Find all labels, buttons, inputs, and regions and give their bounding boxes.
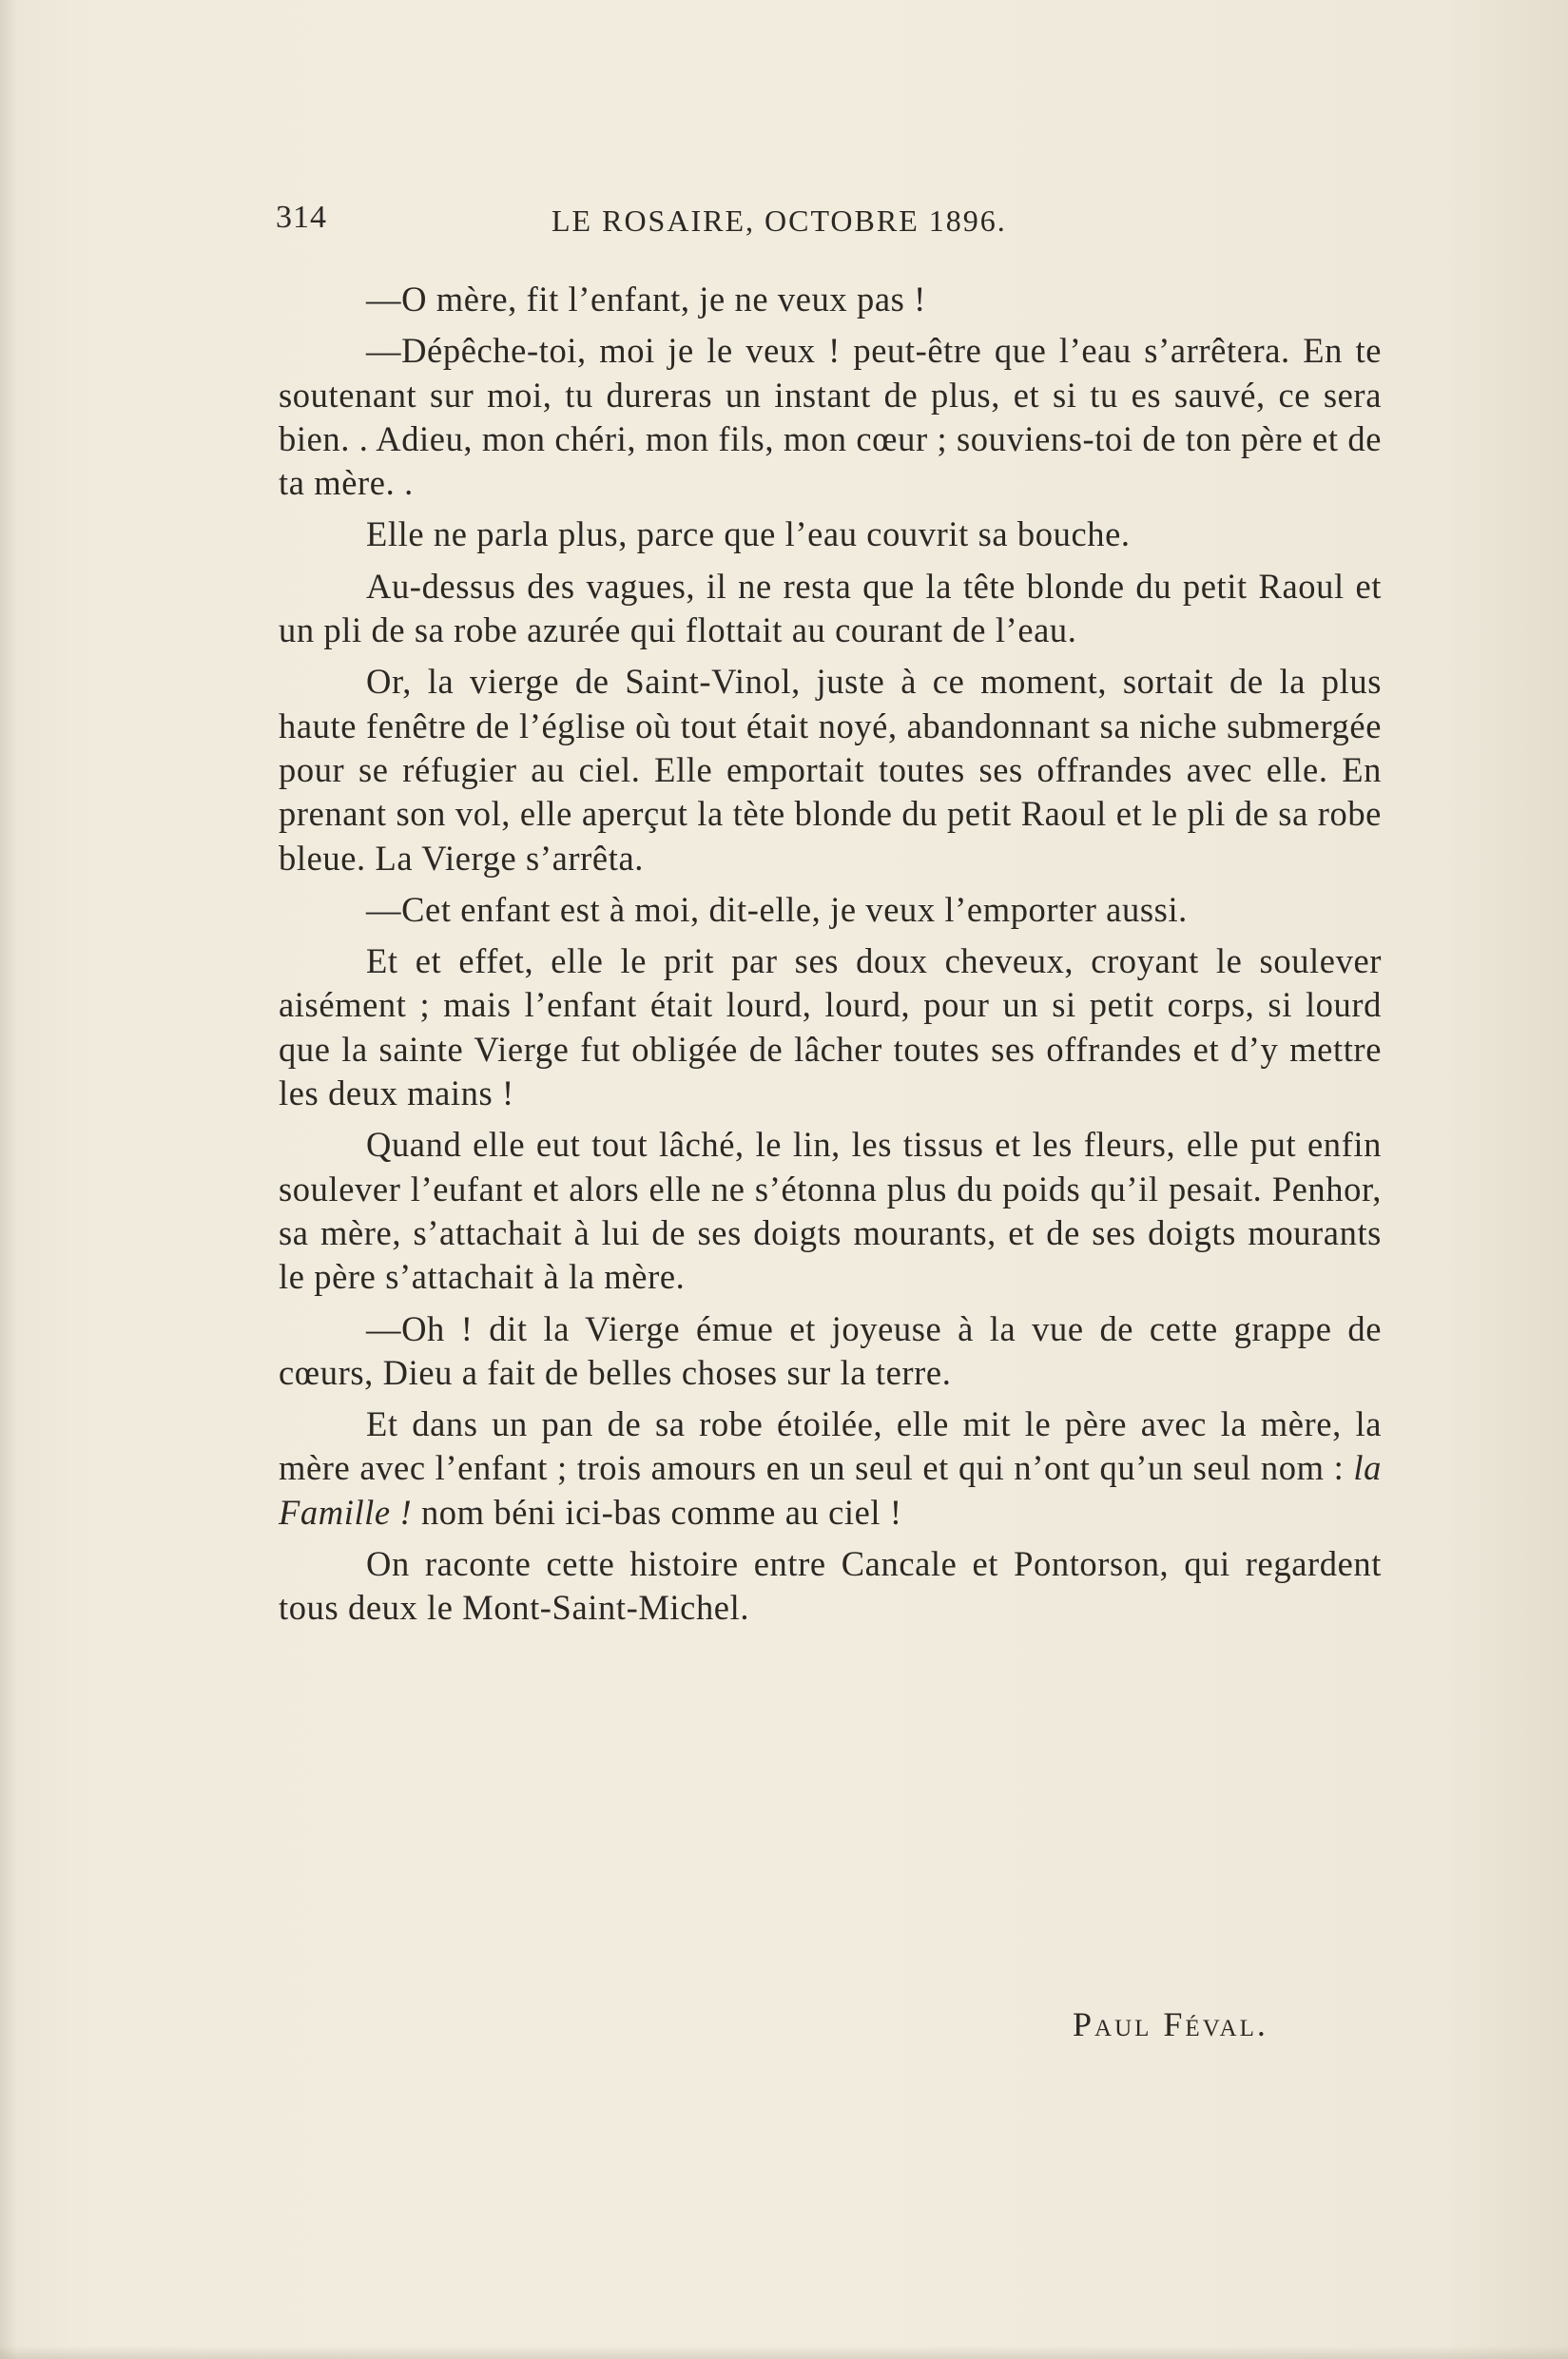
page-left-shadow <box>0 0 17 2359</box>
author-signature: Paul Féval. <box>1073 2005 1268 2043</box>
page-number: 314 <box>276 200 327 235</box>
paragraph: Quand elle eut tout lâché, le lin, les tissus et les fleurs, elle put enfin soulever l’eufant et alors elle ne s’étonna plus du poids qu’il pesait. Penhor, sa mère, s’attachait à lui de ses doigts mourants, et de ses doigts mourants le père s’attachait à la mère. <box>279 1125 1382 1297</box>
body-text <box>279 278 1382 1638</box>
paragraph: —Dépêche-toi, moi je le veux ! peut-être que l’eau s’arrêtera. En te soutenant sur moi, tu dureras un instant de plus, et si tu es sauvé, ce sera bien. . Adieu, mon chéri, mon fils, mon cœur ; souviens-toi de ton père et de ta mère. . <box>279 331 1382 503</box>
paragraph: Elle ne parla plus, parce que l’eau couvrit sa bouche. <box>366 514 1131 554</box>
paragraph: Et et effet, elle le prit par ses doux cheveux, croyant le soulever aisément ; mais l’enfant était lourd, lourd, pour un si petit corps, si lourd que la sainte Vierge fut obligée de lâcher toutes ses offrandes et d’y mettre les deux mains ! <box>279 941 1382 1113</box>
paragraph: —O mère, fit l’enfant, je ne veux pas ! <box>366 280 926 319</box>
page-bottom-edge <box>0 2346 1568 2359</box>
paragraph: —Oh ! dit la Vierge émue et joyeuse à la vue de cette grappe de cœurs, Dieu a fait de belles choses sur la terre. <box>279 1308 1382 1392</box>
running-head-title: LE ROSAIRE, OCTOBRE 1896. <box>552 203 1007 238</box>
paragraph: —Cet enfant est à moi, dit-elle, je veux l’emporter aussi. <box>366 889 1188 929</box>
paragraph: Or, la vierge de Saint-Vinol, juste à ce moment, sortait de la plus haute fenêtre de l’église où tout était noyé, abandonnant sa niche submergée pour se réfugier au ciel. Elle emportait toutes ses offrandes avec elle. En prenant son vol, elle aperçut la tète blonde du petit Raoul et le pli de sa robe bleue. La Vierge s’arrêta. <box>279 662 1382 878</box>
italic-phrase: la Famille ! <box>279 1448 1382 1532</box>
paragraph <box>279 1402 1382 1535</box>
paragraph: On raconte cette histoire entre Cancale et Pontorson, qui regardent tous deux le Mont-Saint-Michel. <box>279 1544 1382 1628</box>
paragraph: Au-dessus des vagues, il ne resta que la tête blonde du petit Raoul et un pli de sa robe azurée qui flottait au courant de l’eau. <box>279 566 1382 650</box>
paragraph-text: Et dans un pan de sa robe étoilée, elle mit le père avec la mère, la mère avec l’enfant ; trois amours en un seul et qui n’ont qu’un seul nom : <box>279 1404 1382 1488</box>
paragraph-text: nom béni ici-bas comme au ciel ! <box>412 1492 902 1532</box>
running-head <box>276 200 1074 247</box>
